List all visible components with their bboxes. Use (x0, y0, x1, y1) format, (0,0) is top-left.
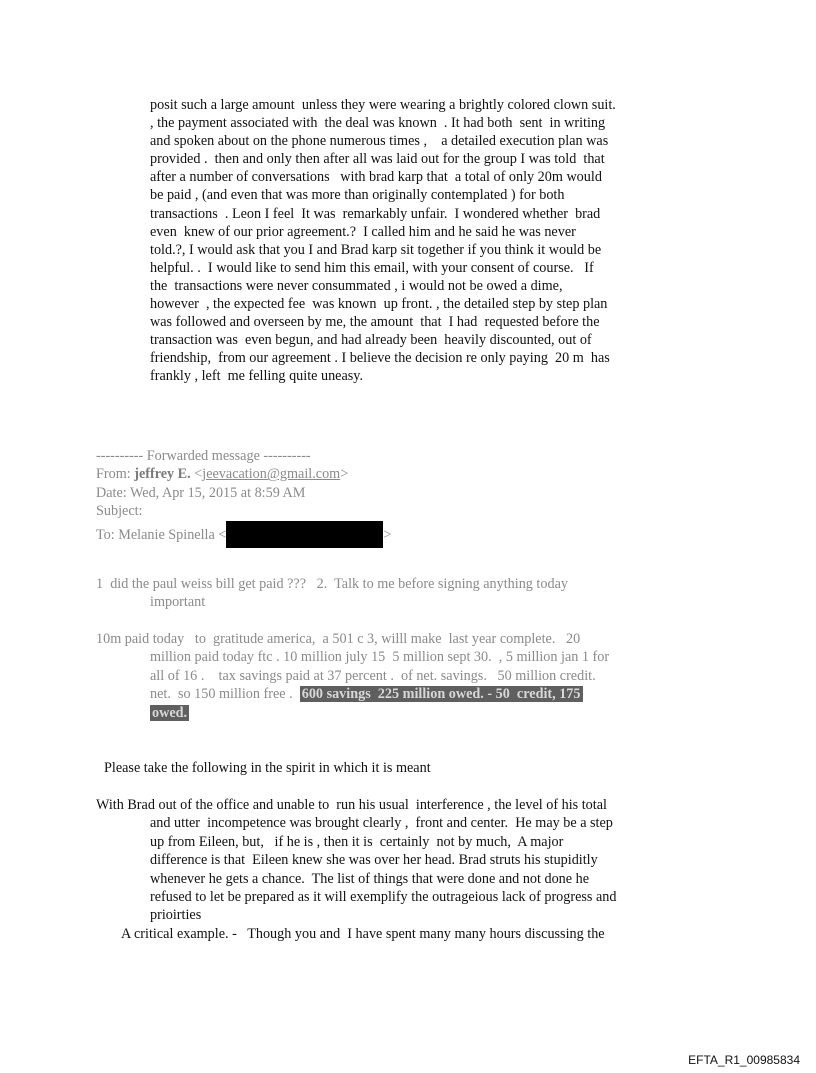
text-line: the transactions were never consummated , i would not be owed a dime, (150, 277, 563, 294)
brad-paragraph (96, 796, 656, 925)
item-1-continuation: important (150, 594, 206, 611)
text-line: be paid , (and even that was more than originally contemplated ) for both (150, 187, 565, 204)
redaction-box (226, 521, 383, 548)
document-id: EFTA_R1_00985834 (688, 1053, 800, 1067)
item-2-line-4-text: net. so 150 million free . (150, 686, 300, 703)
text-line: even knew of our prior agreement.? I called him and he said he was never (150, 223, 576, 240)
from-email-open: < (190, 466, 203, 483)
text-line: transactions . Leon I feel It was remarkably unfair. I wondered whether brad (150, 205, 601, 222)
forward-divider: ---------- Forwarded message ---------- (96, 448, 311, 464)
item-2-first-line: 10m paid today to gratitude america, a 501 c 3, willl make last year complete. 20 (96, 631, 581, 647)
text-line: however , the expected fee was known up front. , the detailed step by step plan (150, 296, 608, 313)
from-label: From: (96, 466, 135, 483)
item-2-line-2: million paid today ftc . 10 million july 15 5 million sept 30. , 5 million jan 1 for (150, 649, 610, 666)
subject-line: Subject: (96, 503, 143, 520)
from-line (96, 465, 656, 483)
text-line: , the payment associated with the deal was known . It had both sent in writing (150, 115, 606, 132)
highlighted-text: owed. (152, 704, 188, 721)
to-open: < (218, 526, 227, 543)
brad-line: and utter incompetence was brought clearly , front and center. He may be a step (150, 815, 613, 832)
highlighted-text: 600 savings 225 million owed. - 50 credit, 175 (301, 686, 581, 703)
item-2-line-3: all of 16 . tax savings paid at 37 percent . of net. savings. 50 million credit. (150, 667, 596, 684)
text-line: helpful. . I would like to send him this email, with your consent of course. If (150, 259, 594, 276)
text-line: and spoken about on the phone numerous times , a detailed execution plan was (150, 133, 609, 150)
text-line: told.?, I would ask that you I and Brad karp sit together if you think it would be (150, 241, 602, 258)
text-line: was followed and overseen by me, the amount that I had requested before the (150, 314, 600, 331)
text-line: transaction was even begun, and had already been heavily discounted, out of (150, 332, 592, 349)
forwarded-header (96, 447, 656, 548)
critical-example-line: A critical example. - Though you and I have spent many many hours discussing the (121, 926, 605, 942)
text-line: after a number of conversations with brad karp that a total of only 20m would (150, 169, 602, 186)
item-2 (96, 630, 656, 722)
text-line: provided . then and only then after all was laid out for the group I was told that (150, 151, 605, 168)
text-line: posit such a large amount unless they were wearing a brightly colored clown suit. (150, 97, 616, 113)
to-close: > (383, 526, 392, 543)
from-email-link[interactable]: jeevacation@gmail.com (202, 466, 341, 483)
spirit-line: Please take the following in the spirit in which it is meant (104, 760, 431, 776)
brad-first-line: With Brad out of the office and unable to run his usual interference , the level of his total (96, 797, 607, 813)
brad-line: prioirties (150, 907, 202, 924)
item-1-first-line: 1 did the paul weiss bill get paid ??? 2. Talk to me before signing anything today (96, 576, 568, 592)
brad-line: up from Eileen, but, if he is , then it is certainly not by much, A major (150, 833, 564, 850)
to-label: To: Melanie Spinella (96, 526, 219, 543)
top-paragraph (150, 96, 680, 386)
date-line: Date: Wed, Apr 15, 2015 at 8:59 AM (96, 484, 306, 501)
text-line: frankly , left me felling quite uneasy. (150, 368, 364, 385)
item-2-line-5 (96, 704, 656, 722)
to-line (96, 521, 656, 548)
text-line: friendship, from our agreement . I believe the decision re only paying 20 m has (150, 350, 610, 367)
from-email-close: > (340, 466, 349, 483)
item-1 (96, 575, 656, 612)
brad-line: refused to let be prepared as it will exemplify the outrageious lack of progress and (150, 889, 617, 906)
item-2-line-4 (96, 685, 656, 703)
brad-line: difference is that Eileen knew she was over her head. Brad struts his stupiditly (150, 852, 598, 869)
brad-line: whenever he gets a chance. The list of things that were done and not done he (150, 870, 590, 887)
from-name: jeffrey E. (134, 466, 191, 483)
